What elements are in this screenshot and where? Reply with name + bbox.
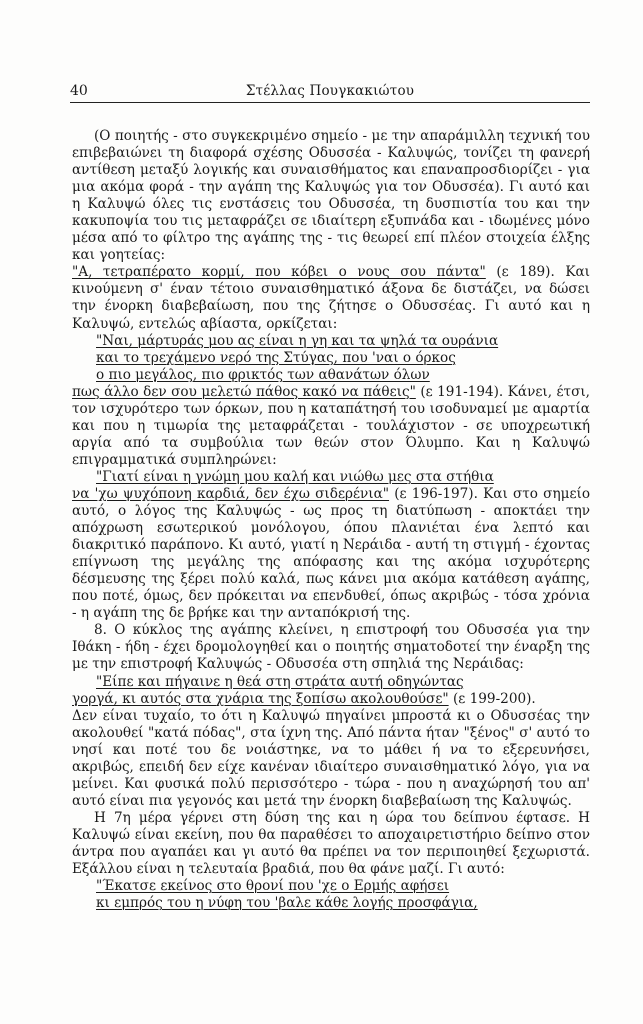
- page-number: 40: [70, 83, 88, 99]
- verse-block: [72, 333, 590, 384]
- verse-line: "Είπε και πήγαινε η θεά στη στράτα αυτή οδηγώντας: [96, 673, 464, 690]
- quote-block: [72, 384, 590, 469]
- verse-line: να 'χω ψυχόπονη καρδιά, δεν έχω σιδερένια": [72, 485, 390, 502]
- verse-line: "Α, τετραπέρατο κορμί, που κόβει ο νους σου πάντα": [72, 264, 486, 281]
- verse-line: "Γιατί είναι η γνώμη μου καλή και νιώθω μες στα στήθια: [96, 468, 494, 485]
- verse-line: γοργά, κι αυτός στα χνάρια της ξοπίσω ακολουθούσε": [72, 690, 449, 707]
- quote-block: [72, 264, 590, 332]
- verse-line: ο πιο μεγάλος, πιο φρικτός των αθανάτων όλων: [96, 366, 430, 383]
- paragraph: Η 7η μέρα γέρνει στη δύση της και η ώρα του δείπνου έφτασε. Η Καλυψώ είναι εκείνη, που θα παραθέσει το αποχαιρετιστήριο δείπνο στον άντρα που αγαπάει και γι αυτό θα πρέπει να τον περιποιηθεί ξεχωριστά. Εξάλλου είναι η τελευταία βραδιά, που θα φάνε μαζί. Γι αυτό:: [72, 809, 590, 878]
- quote-continuation: (ε 191-194). Κάνει, έτσι, τον ισχυρότερο των όρκων, που η καταπάτησή του ισοδυναμεί με αμαρτία και που η τιμωρία της μεταφράζεται - τουλάχιστον - σε υποχρεωτική αργία από τα συμβούλια των θεών στον Όλυμπο. Και η Καλυψώ επιγραμματικά συμπληρώνει:: [72, 383, 590, 468]
- quote-continuation: (ε 199-200).: [448, 690, 536, 707]
- verse-line: και το τρεχάμενο νερό της Στύγας, που 'ναι ο όρκος: [96, 349, 456, 366]
- verse-line: "Ναι, μάρτυράς μου ας είναι η γη και τα ψηλά τα ουράνια: [96, 332, 499, 349]
- verse-block: [72, 878, 590, 912]
- quote-block: [72, 486, 590, 622]
- quote-continuation: (ε 189). Και κινούμενη σ' έναν τέτοιο συναισθηματικό άξονα δε διστάζει, να δώσει την ένορκη διαβεβαίωση, που της ζήτησε ο Οδυσσέας. Γι αυτό και η Καλυψώ, εντελώς αβίαστα, ορκίζεται:: [72, 264, 591, 332]
- verse-block: [72, 674, 590, 691]
- verse-line: "Έκατσε εκείνος στο θρονί που 'χε ο Ερμής αφήσει: [96, 878, 450, 895]
- quote-continuation: (ε 196-197). Και στο σημείο αυτό, ο λόγος της Καλυψώς - ως προς τη διατύπωση - αποκτάει την απόχρωση εσωτερικού μονόλογου, όπου πλανιέται ένα λεπτό και διακριτικό παράπονο. Κι αυτό, γιατί η Νεράιδα - αυτή τη στιγμή - έχοντας επίγνωση της μεγάλης της απόφασης και της ακόμα ισχυρότερης δέσμευσης της ξέρει πολύ καλά, πως κάνει μια ακόμα κατάθεση αγάπης, που ποτέ, όμως, δεν πρόκειται να επενδυθεί, όπως ακριβώς - τόσα χρόνια - η αγάπη της δε βρήκε και την ανταπόκρισή της.: [72, 485, 590, 622]
- paragraph: 8. Ο κύκλος της αγάπης κλείνει, η επιστροφή του Οδυσσέα για την Ιθάκη - ήδη - έχει δρομολογηθεί και ο ποιητής σηματοδοτεί την έναρξη της με την επιστροφή Καλυψώς - Οδυσσέα στη σπηλιά της Νεράιδας:: [72, 622, 590, 673]
- running-head: Στέλλας Πουγκακιώτου: [245, 83, 415, 99]
- page-header: [70, 82, 590, 103]
- quote-block: [72, 691, 590, 708]
- paragraph: Δεν είναι τυχαίο, το ότι η Καλυψώ πηγαίνει μπροστά κι ο Οδυσσέας την ακολουθεί "κατά πόδας", στα ίχνη της. Από πάντα ήταν "ξένος" σ' αυτό το νησί και ποτέ του δε νοιάστηκε, να το μάθει ή να το εξερευνήσει, ακριβώς, επειδή δεν είχε κανέναν ιδιαίτερο συναισθηματικό λόγο, για να μείνει. Και φυσικά πολύ περισσότερο - τώρα - που η αναχώρησή του απ' αυτό είναι πια γεγονός και μετά την ένορκη διαβεβαίωση της Καλυψώς.: [72, 707, 590, 809]
- verse-line: πως άλλο δεν σου μελετώ πάθος κακό να πάθεις": [72, 383, 416, 400]
- body-text: [72, 128, 590, 912]
- verse-line: κι εμπρός του η νύφη του 'βαλε κάθε λογής προσφάγια,: [96, 895, 478, 912]
- verse-block: [72, 469, 590, 486]
- paragraph: (Ο ποιητής - στο συγκεκριμένο σημείο - με την απαράμιλλη τεχνική του επιβεβαιώνει τη διαφορά σχέσης Οδυσσέα - Καλυψώς, τονίζει τη φανερή αντίθεση μεταξύ λογικής και συναισθήματος και επαναπροσδιορίζει - για μια ακόμα φορά - την αγάπη της Καλυψώς για τον Οδυσσέα). Γι αυτό και η Καλυψώ όλες τις ενστάσεις του Οδυσσέα, τη δυσπιστία του και την κακυποψία του τις μεταφράζει σε ιδιαίτερη εξυπνάδα και - ιδωμένες μόνο μέσα από το φίλτρο της αγάπης της - τις θεωρεί επί πλέον στοιχεία έλξης και γοητείας:: [72, 128, 590, 264]
